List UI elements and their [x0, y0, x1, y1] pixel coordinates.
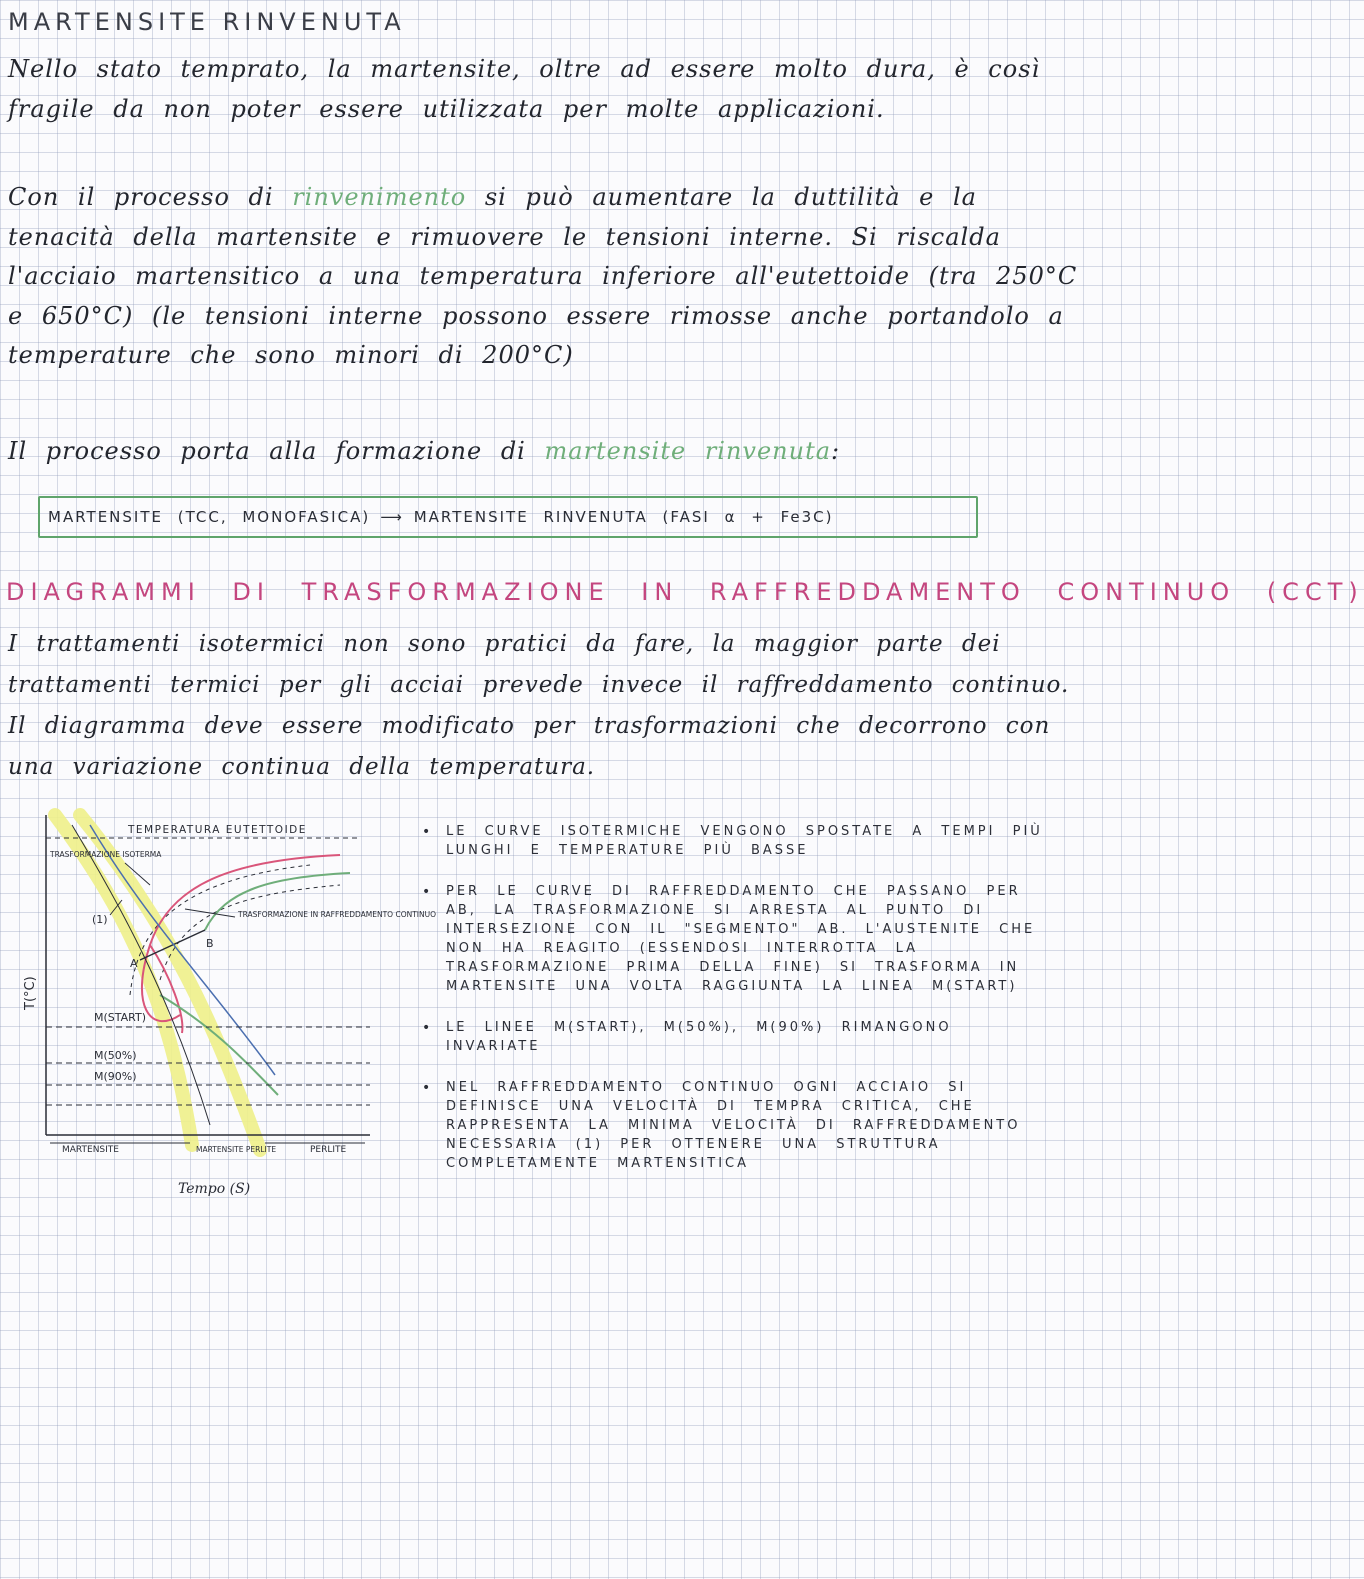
label-m-90: M(90%): [94, 1070, 137, 1083]
label-point-a: A: [130, 957, 138, 970]
bullet-text: NEL RAFFREDDAMENTO CONTINUO OGNI ACCIAIO SI DEFINISCE UNA VELOCITÀ DI TEMPRA CRITICA, CHE RAPPRESENTA LA MINIMA VELOCITÀ DI RAFFREDDAMENTO NECESSARIA (1) PER OTTENERE UNA STRUTTURA COMPLETAMENTE MARTENSITICA: [446, 1080, 1021, 1171]
reaction-box: [38, 496, 978, 538]
paragraph-process-start: Il processo porta alla formazione di: [8, 437, 545, 465]
arrow-continuous: [185, 909, 235, 917]
label-m-50: M(50%): [94, 1049, 137, 1062]
cct-diagram: [10, 805, 437, 1200]
y-axis-label: T(°C): [23, 976, 38, 1010]
bullet-dot-icon: •: [422, 1020, 434, 1036]
x-axis-label: Tempo (S): [178, 1181, 251, 1197]
label-point-b: B: [206, 937, 214, 950]
bullet-text: LE LINEE M(START), M(50%), M(90%) RIMANGONO INVARIATE: [446, 1020, 952, 1054]
bullet-text: LE CURVE ISOTERMICHE VENGONO SPOSTATE A TEMPI PIÙ LUNGHI E TEMPERATURE PIÙ BASSE: [446, 824, 1043, 858]
bullet-item: [418, 822, 1058, 860]
paragraph-continuous-cooling: I trattamenti isotermici non sono pratici da fare, la maggior parte dei trattamenti termici per gli acciai prevede invece il raffreddamento continuo. Il diagramma deve essere modificato per trasformazioni che decorrono con una variazione continua della temperatura.: [8, 631, 1070, 780]
reaction-product: MARTENSITE RINVENUTA (FASI α + Fe3C): [413, 508, 834, 526]
paragraph-brittleness: Nello stato temprato, la martensite, oltre ad essere molto dura, è così fragile da non poter essere utilizzata per molte applicazioni.: [8, 55, 1041, 123]
paragraph-tempering-end: si può aumentare la duttilità e la tenacità della martensite e rimuovere le tensioni interne. Si riscalda l'acciaio martensitico a una temperatura inferiore all'eutettoide (tra 250°C e 650°C) (le tensioni interne possono essere rimosse anche portandolo a temperature che sono minori di 200°C): [8, 183, 1078, 369]
bullet-dot-icon: •: [422, 1080, 434, 1096]
bullet-item: [418, 1018, 1058, 1056]
bullet-list: [418, 822, 1058, 1195]
label-mixed: MARTENSITE PERLITE: [196, 1145, 277, 1154]
bullet-text: PER LE CURVE DI RAFFREDDAMENTO CHE PASSANO PER AB, LA TRASFORMAZIONE SI ARRESTA AL PUNTO DI INTERSEZIONE CON IL "SEGMENTO" AB. L'AUSTENITE CHE NON HA REAGITO (ESSENDOSI INTERROTTA LA TRASFORMAZIONE PRIMA DELLA FINE) SI TRASFORMA IN MARTENSITE UNA VOLTA RAGGIUNTA LA LINEA M(START): [446, 884, 1036, 994]
paragraph-process: [8, 432, 1098, 472]
label-eutectoid: TEMPERATURA EUTETTOIDE: [128, 824, 307, 836]
paragraph-tempering-start: Con il processo di: [8, 183, 293, 211]
label-critical-1: (1): [92, 913, 108, 926]
label-continuous: TRASFORMAZIONE IN RAFFREDDAMENTO CONTINUO: [238, 910, 437, 919]
label-isothermal: TRASFORMAZIONE ISOTERMA: [50, 850, 162, 859]
page-title: MARTENSITE RINVENUTA: [8, 8, 406, 36]
paragraph-process-end: :: [831, 437, 841, 465]
bullet-dot-icon: •: [422, 884, 434, 900]
label-martensite: MARTENSITE: [62, 1145, 119, 1155]
section-title-cct: DIAGRAMMI DI TRASFORMAZIONE IN RAFFREDDAMENTO CONTINUO (CCT): [6, 578, 1364, 606]
reaction-reactant: MARTENSITE (TCC, MONOFASICA): [48, 508, 371, 526]
paragraph-tempering: [8, 178, 1098, 376]
bullet-item: [418, 1078, 1058, 1173]
bullet-dot-icon: •: [422, 824, 434, 840]
highlight-rinvenimento: rinvenimento: [292, 183, 467, 211]
ccr-end-curve: [205, 873, 350, 930]
reaction-arrow-icon: ⟶: [380, 508, 404, 526]
label-perlite: PERLITE: [310, 1145, 347, 1155]
label-m-start: M(START): [94, 1011, 147, 1024]
highlight-martensite-rinvenuta: martensite rinvenuta: [544, 437, 832, 465]
bullet-item: [418, 882, 1058, 996]
